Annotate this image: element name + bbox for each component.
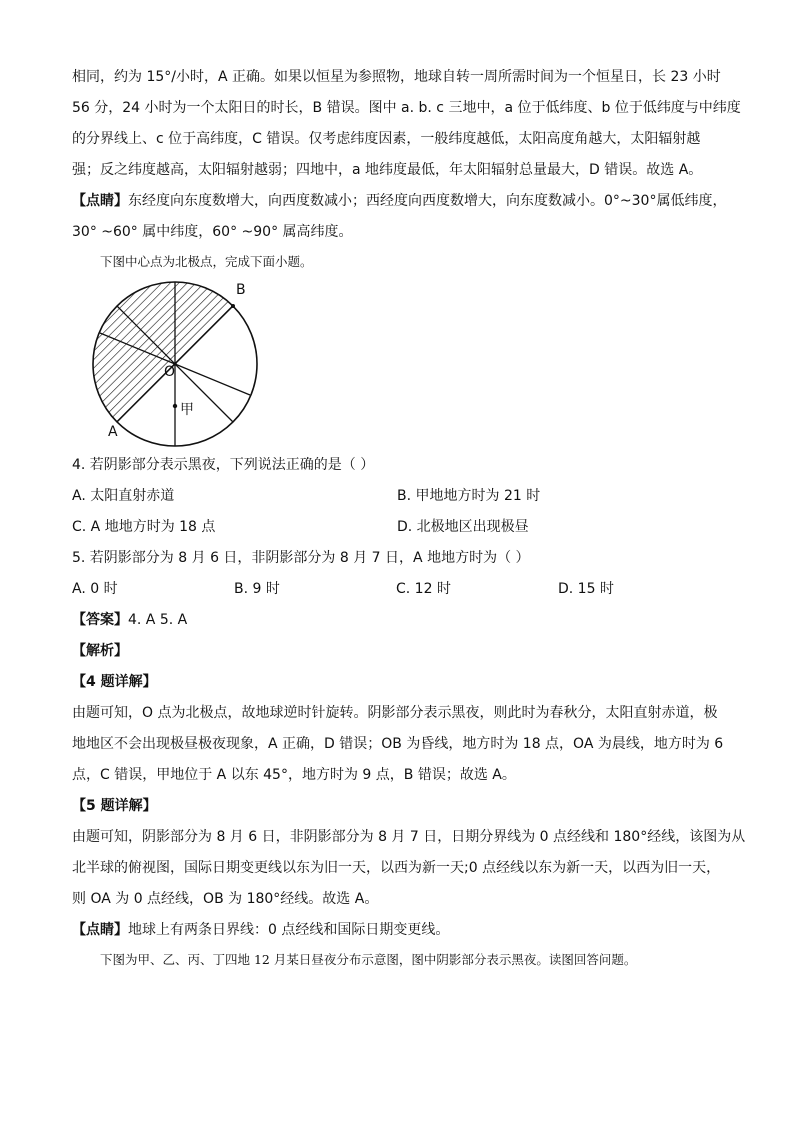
line-right-lower bbox=[175, 364, 250, 395]
option-a: A. 0 时 bbox=[72, 581, 118, 597]
label-jia: 甲 bbox=[180, 402, 194, 418]
option-b: B. 甲地地方时为 21 时 bbox=[397, 488, 541, 504]
text-line: 强；反之纬度越高，太阳辐射越弱；四地中，a 地纬度最低，年太阳辐射总量最大，D 错误。故选 A。 bbox=[72, 162, 703, 178]
detail5-text bbox=[72, 822, 746, 915]
point-B bbox=[231, 304, 235, 308]
tip-text-2: 30° ~60° 属中纬度，60° ~90° 属高纬度。 bbox=[72, 224, 353, 240]
answer-line bbox=[72, 605, 722, 636]
paragraph-prev-answer bbox=[72, 62, 741, 186]
tip-block-1 bbox=[72, 186, 727, 248]
option-c: C. 12 时 bbox=[396, 581, 451, 597]
text-line: 56 分，24 小时为一个太阳日的时长，B 错误。图中 a. b. c 三地中，a 位于低纬度、b 位于低纬度与中纬度 bbox=[72, 100, 741, 116]
next-figure-intro: 下图为甲、乙、丙、丁四地 12 月某日昼夜分布示意图，图中阴影部分表示黑夜。读图回答问题。 bbox=[100, 952, 637, 967]
tip-label: 【点睛】 bbox=[72, 922, 128, 938]
text-line: 由题可知，O 点为北极点，故地球逆时针旋转。阴影部分表示黑夜，则此时为春秋分，太阳直射赤道，极 bbox=[72, 705, 718, 721]
question-stem: 4. 若阴影部分表示黑夜，下列说法正确的是（ ） bbox=[72, 457, 375, 473]
detail4-text bbox=[72, 698, 722, 791]
answer-text: 4. A 5. A bbox=[128, 612, 188, 628]
figure-intro: 下图中心点为北极点，完成下面小题。 bbox=[100, 254, 313, 269]
tip-block-2 bbox=[72, 915, 722, 946]
tip-text: 东经度向东度数增大，向西度数减小；西经度向西度数增大，向东度数减小。0°~30°属低纬度， bbox=[128, 193, 727, 209]
option-b: B. 9 时 bbox=[234, 581, 280, 597]
answer-label: 【答案】 bbox=[72, 612, 128, 628]
label-B: B bbox=[236, 282, 246, 298]
text-line: 地地区不会出现极昼极夜现象，A 正确，D 错误；OB 为昏线，地方时为 18 点，OA 为晨线，地方时为 6 bbox=[72, 736, 724, 752]
detail5-label: 【5 题详解】 bbox=[72, 798, 157, 814]
option-c: C. A 地地方时为 18 点 bbox=[72, 519, 216, 535]
analysis-label: 【解析】 bbox=[72, 643, 128, 659]
question-5 bbox=[72, 543, 722, 605]
polar-diagram bbox=[90, 278, 320, 448]
detail4-label: 【4 题详解】 bbox=[72, 674, 157, 690]
text-line: 北半球的俯视图，国际日期变更线以东为旧一天，以西为新一天;0 点经线以东为新一天，以西为旧一天， bbox=[72, 860, 721, 876]
question-4 bbox=[72, 450, 722, 543]
polar-figure bbox=[72, 278, 722, 448]
option-d: D. 北极地区出现极昼 bbox=[397, 519, 529, 535]
option-d: D. 15 时 bbox=[558, 581, 614, 597]
text-line: 的分界线上、c 位于高纬度，C 错误。仅考虑纬度因素，一般纬度越低，太阳高度角越大，太阳辐射越 bbox=[72, 131, 701, 147]
text-line: 点，C 错误，甲地位于 A 以东 45°，地方时为 9 点，B 错误；故选 A。 bbox=[72, 767, 516, 783]
text-line: 相同，约为 15°/小时，A 正确。如果以恒星为参照物，地球自转一周所需时间为一个恒星日，长 23 小时 bbox=[72, 69, 721, 85]
label-O: O bbox=[164, 364, 176, 380]
label-A: A bbox=[108, 424, 118, 440]
tip-text: 地球上有两条日界线：0 点经线和国际日期变更线。 bbox=[128, 922, 450, 938]
option-a: A. 太阳直射赤道 bbox=[72, 488, 175, 504]
text-line: 由题可知，阴影部分为 8 月 6 日，非阴影部分为 8 月 7 日，日期分界线为 0 点经线和 180°经线，该图为从 bbox=[72, 829, 746, 845]
point-jia bbox=[173, 404, 177, 408]
document-page bbox=[72, 62, 746, 974]
text-line: 则 OA 为 0 点经线，OB 为 180°经线。故选 A。 bbox=[72, 891, 379, 907]
tip-label: 【点睛】 bbox=[72, 193, 128, 209]
question-stem: 5. 若阴影部分为 8 月 6 日，非阴影部分为 8 月 7 日，A 地地方时为（ ） bbox=[72, 550, 530, 566]
